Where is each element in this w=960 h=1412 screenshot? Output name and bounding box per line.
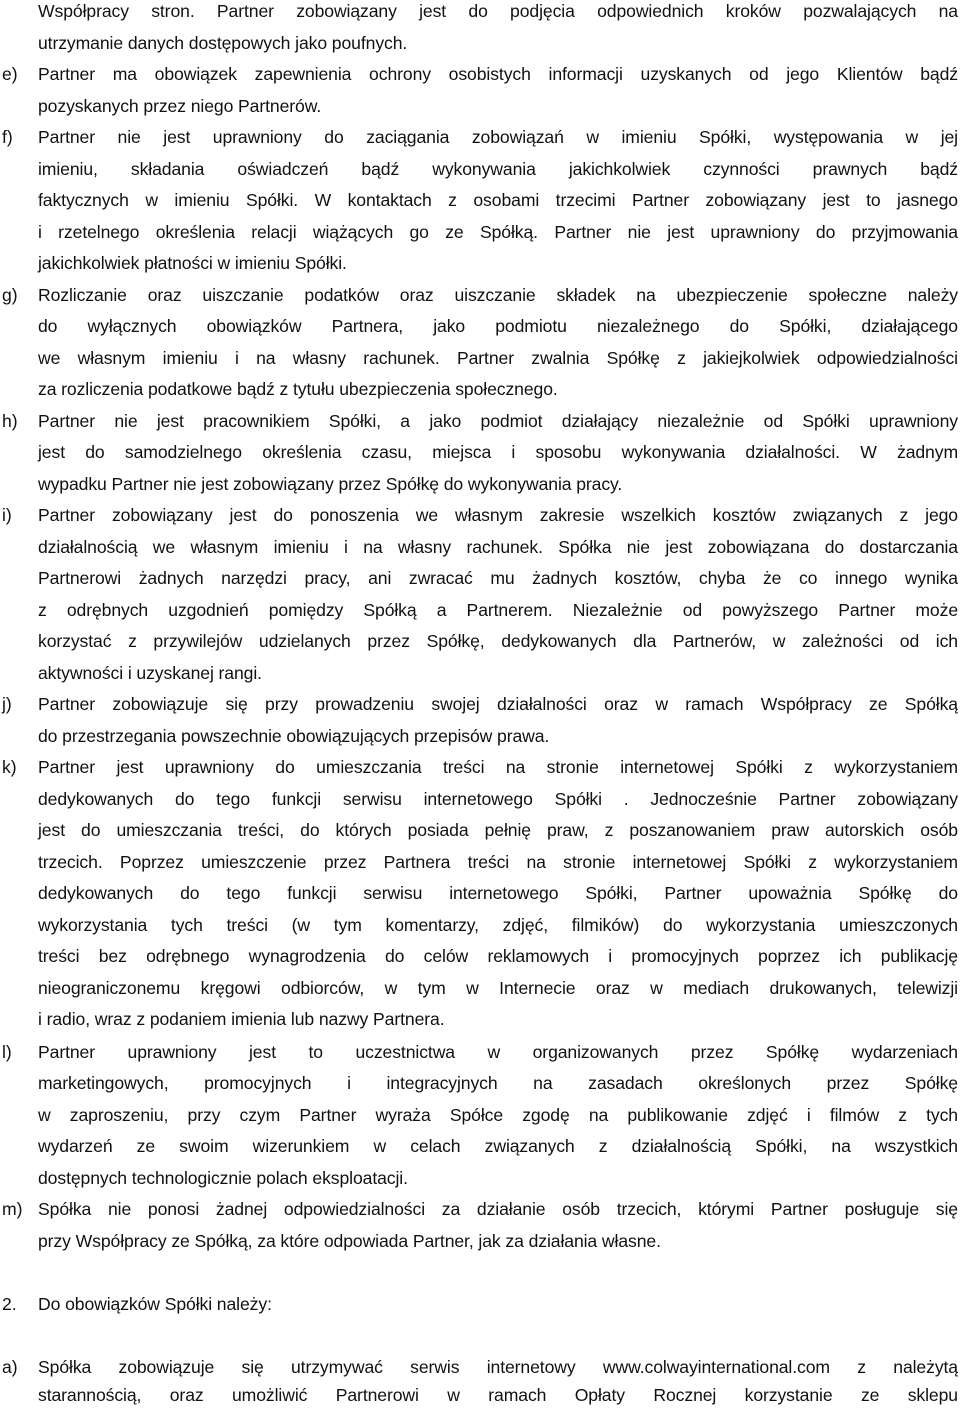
list-label: m) xyxy=(2,1199,23,1219)
section-number: 2. xyxy=(2,1293,17,1314)
list-label: g) xyxy=(2,284,18,305)
text-line: z odrębnych uzgodnień pomiędzy Spółką a Partnerem. Niezależnie od powyższego Partner może xyxy=(38,599,958,620)
text-line: Partner nie jest pracownikiem Spółki, a jako podmiot działający niezależnie od Spółki uprawniony xyxy=(38,410,958,431)
list-label: h) xyxy=(2,410,18,431)
text-line: Partner zobowiązany jest do ponoszenia we własnym zakresie wszelkich kosztów związanych z jego xyxy=(38,505,958,525)
text-line: wydarzeń ze swoim wizerunkiem w celach związanych z działalnością Spółki, na wszystkich xyxy=(38,1136,958,1156)
text-line: Partner nie jest uprawniony do zaciągania zobowiązań w imieniu Spółki, występowania w jej xyxy=(38,127,958,147)
text-line: nieograniczonemu kręgowi odbiorców, w tym w Internecie oraz w mediach drukowanych, telewizji xyxy=(38,977,958,998)
text-line: wypadku Partner nie jest zobowiązany przez Spółkę do wykonywania pracy. xyxy=(38,473,623,494)
text-line: wykorzystania tych treści (w tym komentarzy, zdjęć, filmików) do wykorzystania umieszczonych xyxy=(38,914,958,935)
text-line: starannością, oraz umożliwić Partnerowi w ramach Opłaty Rocznej korzystanie ze sklepu xyxy=(38,1385,958,1405)
text-line: Partner jest uprawniony do umieszczania treści na stronie internetowej Spółki z wykorzystaniem xyxy=(38,757,958,777)
text-line: trzecich. Poprzez umieszczenie przez Partnera treści na stronie internetowej Spółki z wykorzystaniem xyxy=(38,851,958,872)
text-line: za rozliczenia podatkowe bądź z tytułu ubezpieczenia społecznego. xyxy=(38,379,558,399)
section-title: Do obowiązków Spółki należy: xyxy=(38,1293,272,1314)
text-line: imieniu, składania oświadczeń bądź wykonywania jakichkolwiek czynności prawnych bądź xyxy=(38,158,958,179)
text-line: Partner uprawniony jest to uczestnictwa w organizowanych przez Spółkę wydarzeniach xyxy=(38,1041,958,1062)
text-line: pozyskanych przez niego Partnerów. xyxy=(38,95,322,116)
text-line: Partner zobowiązuje się przy prowadzeniu swojej działalności oraz w ramach Współpracy ze Spółką xyxy=(38,694,958,714)
text-line: jest do umieszczania treści, do których posiada pełnię praw, z poszanowaniem praw autorskich osób xyxy=(38,820,958,840)
text-line: Partnerowi żadnych narzędzi pracy, ani zwracać mu żadnych kosztów, chyba że co innego wynika xyxy=(38,568,958,588)
text-line: przy Współpracy ze Spółką, za które odpowiada Partner, jak za działania własne. xyxy=(38,1230,661,1251)
list-label: j) xyxy=(2,694,12,714)
text-line: we własnym imieniu i na własny rachunek. Partner zwalnia Spółkę z jakiejkolwiek odpowiedzialności xyxy=(38,347,958,368)
list-label: l) xyxy=(2,1041,12,1062)
text-line: do wyłącznych obowiązków Partnera, jako podmiotu niezależnego do Spółki, działającego xyxy=(38,316,958,336)
text-line: Rozliczanie oraz uiszczanie podatków oraz uiszczanie składek na ubezpieczenie społeczne należy xyxy=(38,284,958,305)
text-line: dedykowanych do tego funkcji serwisu internetowego Spółki . Jednocześnie Partner zobowiązany xyxy=(38,788,958,809)
list-label: e) xyxy=(2,64,18,84)
text-line: aktywności i uzyskanej rangi. xyxy=(38,662,262,683)
text-line: jakichkolwiek płatności w imieniu Spółki. xyxy=(38,253,347,273)
text-line: w zaproszeniu, przy czym Partner wyraża Spółce zgodę na publikowanie zdjęć i filmów z tych xyxy=(38,1104,958,1125)
list-label: a) xyxy=(2,1356,18,1377)
text-line: i rzetelnego określenia relacji wiążących go ze Spółką. Partner nie jest uprawniony do przyjmowania xyxy=(38,221,958,242)
text-line: Partner ma obowiązek zapewnienia ochrony osobistych informacji uzyskanych od jego Klientów bądź xyxy=(38,64,958,84)
text-line: utrzymanie danych dostępowych jako poufnych. xyxy=(38,32,408,53)
text-line: Spółka nie ponosi żadnej odpowiedzialności za działanie osób trzecich, którymi Partner posługuje się xyxy=(38,1199,958,1219)
text-line: do przestrzegania powszechnie obowiązujących przepisów prawa. xyxy=(38,725,550,746)
text-line: jest do samodzielnego określenia czasu, miejsca i sposobu wykonywania działalności. W żadnym xyxy=(38,442,958,462)
text-line: marketingowych, promocyjnych i integracyjnych na zasadach określonych przez Spółkę xyxy=(38,1073,958,1093)
text-line: dedykowanych do tego funkcji serwisu internetowego Spółki, Partner upoważnia Spółkę do xyxy=(38,883,958,903)
list-label: f) xyxy=(2,127,13,147)
list-label: i) xyxy=(2,505,12,525)
text-line: Współpracy stron. Partner zobowiązany jest do podjęcia odpowiednich kroków pozwalających na xyxy=(38,1,958,21)
text-line: działalnością we własnym imieniu i na własny rachunek. Spółka nie jest zobowiązana do dostarczania xyxy=(38,536,958,557)
text-line: i radio, wraz z podaniem imienia lub nazwy Partnera. xyxy=(38,1009,445,1029)
text-line: treści bez odrębnego wynagrodzenia do celów reklamowych i promocyjnych poprzez ich publikację xyxy=(38,946,958,966)
text-line: Spółka zobowiązuje się utrzymywać serwis internetowy www.colwayinternational.com z należytą xyxy=(38,1356,958,1377)
text-line: faktycznych w imieniu Spółki. W kontaktach z osobami trzecimi Partner zobowiązany jest to jasnego xyxy=(38,190,958,210)
text-line: korzystać z przywilejów udzielanych przez Spółkę, dedykowanych dla Partnerów, w zależności od ich xyxy=(38,631,958,651)
list-label: k) xyxy=(2,757,17,777)
text-line: dostępnych technologicznie polach eksploatacji. xyxy=(38,1167,408,1188)
